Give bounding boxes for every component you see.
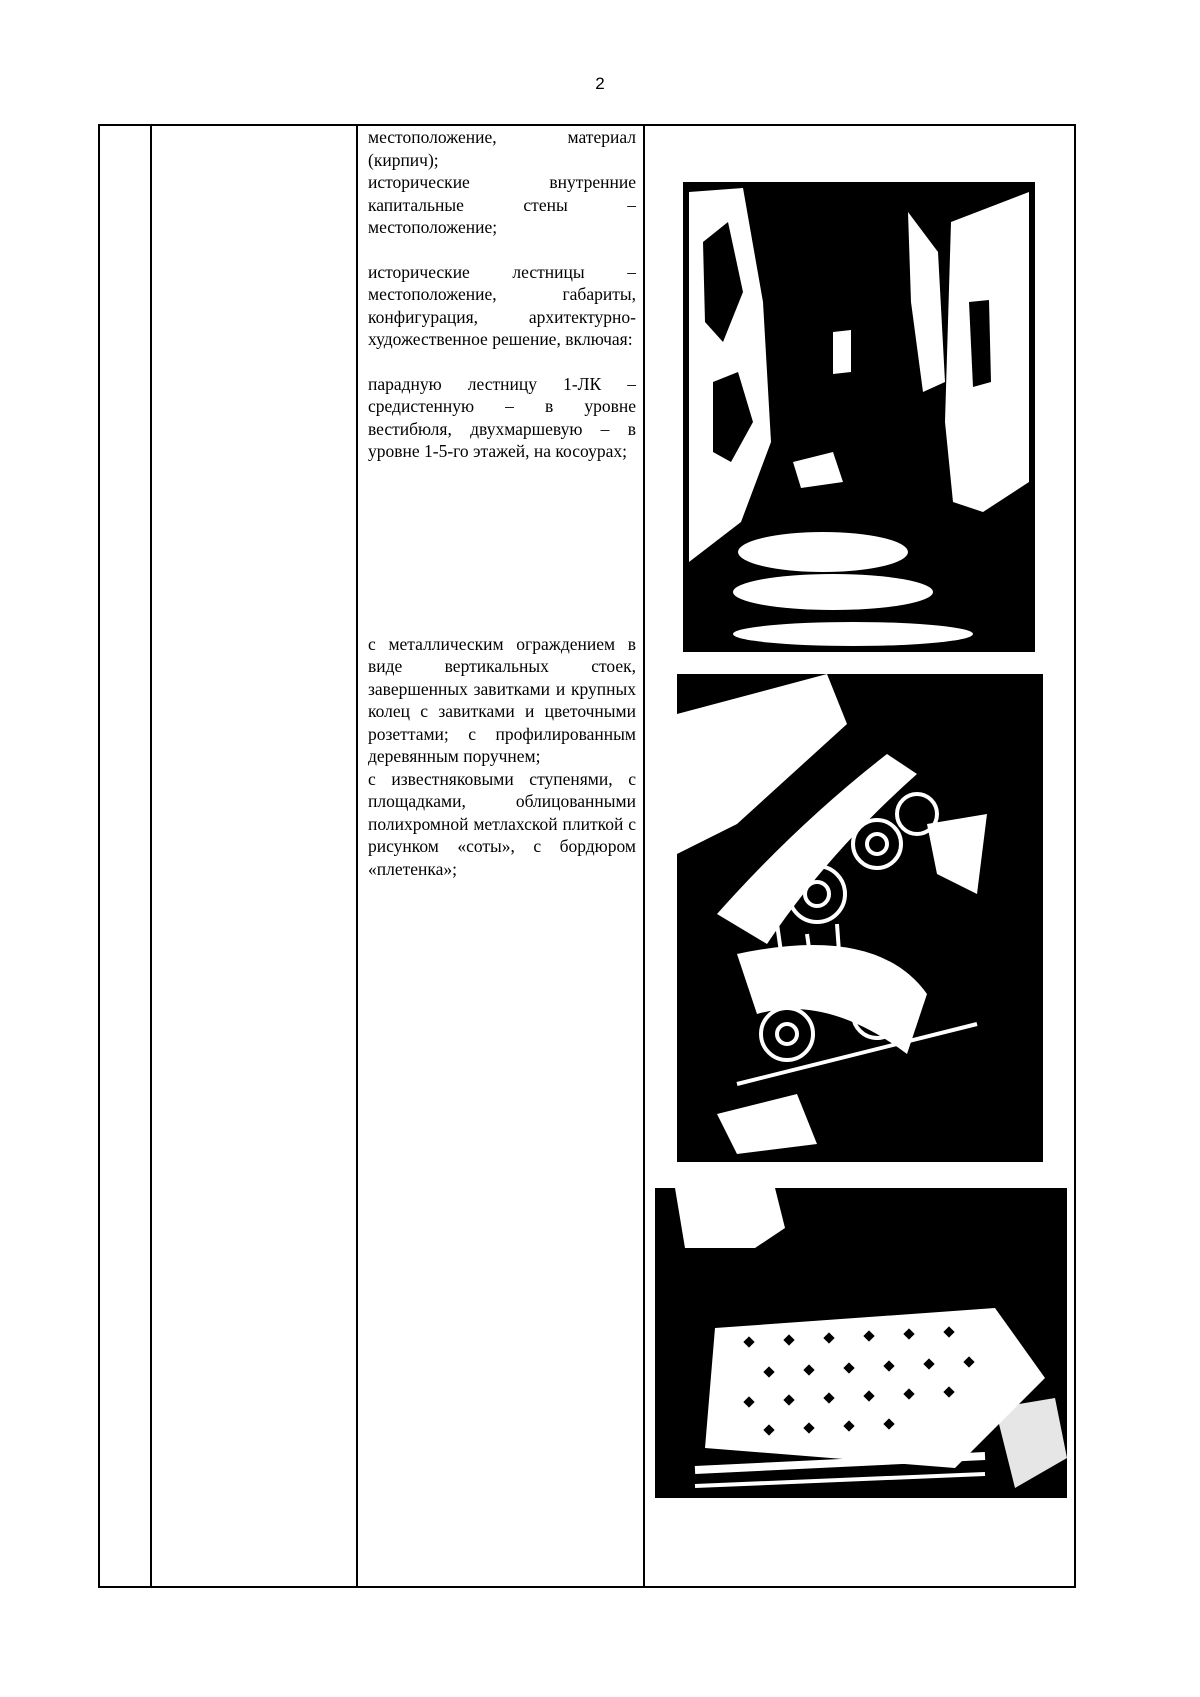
landing-tile-photo (655, 1188, 1067, 1498)
paragraph-material: местоположение, материал (кирпич); (368, 127, 636, 170)
photo-column (645, 126, 1074, 1586)
table-cell-photos (644, 125, 1075, 1587)
table-row (99, 125, 1075, 1587)
table-cell-col1 (99, 125, 151, 1587)
table-cell-description (357, 125, 644, 1587)
paragraph-main-stair: парадную лестницу 1-ЛК – средистенную – в уровне вестибюля, двухмаршевую – в уровне 1-5-го этажей, на косоурах; (368, 373, 636, 461)
page-number: 2 (595, 74, 605, 93)
description-text (358, 126, 643, 880)
paragraph-railing: с металлическим ограждением в виде вертикальных стоек, завершенных завитками и крупных колец с завитками и цветочными розеттами; с профилированным деревянным поручнем; (368, 633, 636, 766)
paragraph-steps: с известняковыми ступенями, с площадками, облицованными полихромной метлахской плиткой с рисунком «соты», с бордюром «плетенка»; (368, 768, 636, 879)
railing-photo (677, 674, 1043, 1162)
document-table (98, 124, 1076, 1588)
paragraph-walls: исторические внутренние капитальные стены – местоположение; (368, 172, 636, 237)
paragraph-stairs: исторические лестницы – местоположение, габариты, конфигурация, архитектурно-художественное решение, включая: (368, 261, 636, 349)
staircase-hall-photo (683, 182, 1035, 652)
table-cell-col2 (151, 125, 357, 1587)
